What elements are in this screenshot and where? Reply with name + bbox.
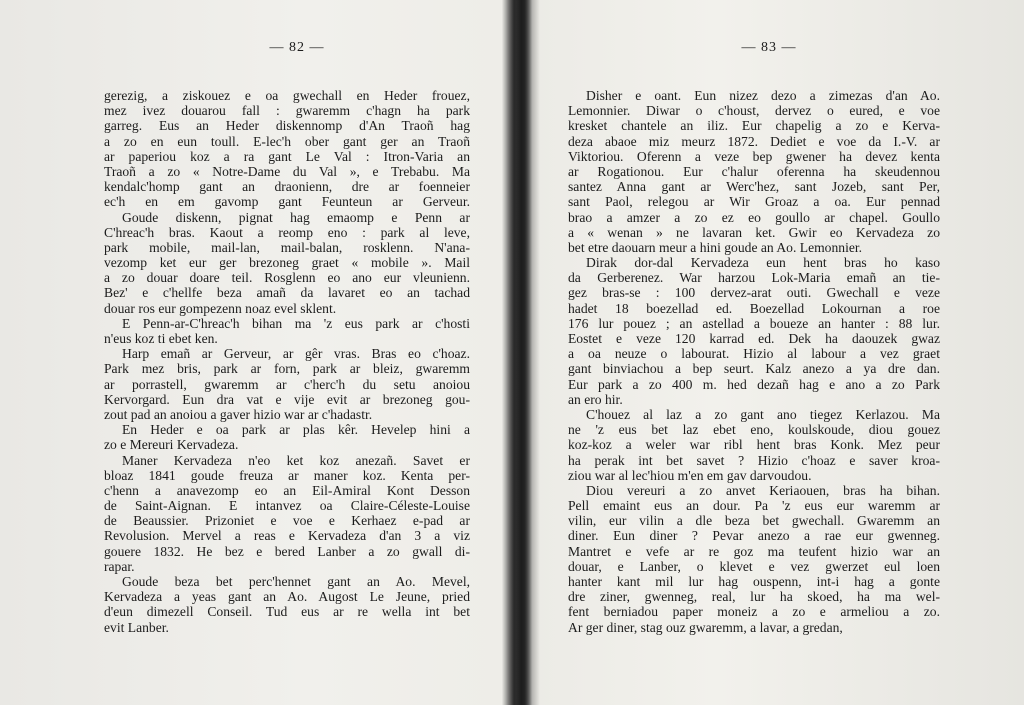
text-line: ha perak int bet savet ? Hizio c'hoaz e saver kroa- bbox=[568, 452, 940, 468]
page-number-right: — 83 — bbox=[741, 40, 797, 55]
text-line: zo e Mereuri Kervadeza. bbox=[104, 437, 239, 453]
text-line: Kervadeza a yeas gant an Ao. Augost Le Jeune, pried bbox=[104, 589, 470, 605]
text-line: mez ivez douarou fall : gwaremm c'hagn ha park bbox=[104, 103, 470, 119]
text-line: hadet 18 boezellad ed. Boezellad Lokournan a roe bbox=[568, 300, 940, 316]
text-line: gez bras-se : 100 dervez-arat outi. Gwechall e veze bbox=[568, 285, 940, 301]
text-line: kendalc'homp gant an draonienn, dre ar foenneier bbox=[104, 179, 470, 195]
text-line: a « wenan » ne lavaran ket. Gwir eo Kervadeza zo bbox=[568, 224, 940, 240]
text-line: Pell emaint eus an dour. Pa 'z eus eur waremm ar bbox=[568, 498, 940, 514]
text-line: C'hreac'h bras. Kaout a reomp eno : park al leve, bbox=[104, 224, 470, 240]
text-line: sant Paol, relegou ar Wir Groaz a oa. Eur pennad bbox=[568, 194, 940, 210]
text-line: hanter kant mil lur hag ouspenn, int-i hag a gonte bbox=[568, 574, 940, 589]
text-line: Viktoriou. Oferenn a veze bep gwener ha devez kenta bbox=[568, 148, 940, 164]
text-line: da Gerberenez. War harzou Lok-Maria emañ an tie- bbox=[568, 270, 940, 286]
text-line: fent berniadou paper moneiz a zo e armeliou a zo. bbox=[568, 604, 940, 620]
text-line: gant binviachou a bep seurt. Kalz anezo a ya dre dan. bbox=[568, 361, 940, 377]
text-line: Park mez bris, park ar forn, park ar bleiz, gwaremm bbox=[104, 361, 470, 377]
text-line: de Beaussier. Prizoniet e voe e Kerhaez e-pad ar bbox=[104, 513, 470, 529]
text-line: douar ros eur gompezenn noaz evel sklent. bbox=[104, 300, 337, 316]
text-line: rapar. bbox=[104, 558, 135, 574]
left-page-text bbox=[104, 88, 470, 635]
text-line: zout pad an anoiou a gaver hizio war ar c'hadastr. bbox=[104, 406, 373, 422]
text-line: Ar ger diner, stag ouz gwaremm, a lavar, a gredan, bbox=[568, 619, 843, 635]
text-line: ar paperiou koz a ra gant Le Val : Itron-Varia an bbox=[104, 148, 470, 164]
text-line: douar, e Lanber, o klevet e vez gwerzet eul loen bbox=[568, 558, 940, 574]
text-line: Bez' e c'hellfe beza amañ da lavaret eo an tachad bbox=[104, 285, 470, 301]
text-line: Traoñ a zo « Notre-Dame du Val », e Trebabu. Ma bbox=[104, 163, 470, 179]
text-line: Eostet e veze 120 karrad ed. Dek ha daouzek gwaz bbox=[568, 331, 940, 346]
text-line: Lemonnier. Diwar o c'houst, dervez o eured, e voe bbox=[568, 103, 940, 119]
text-line: koz-koz a weler war ribl hent bras Konk. Mez peur bbox=[568, 437, 940, 453]
text-line: dre ziner, gwenneg, real, lur ha skoed, ha ma wel- bbox=[568, 589, 940, 605]
text-line: n'eus koz ti ebet ken. bbox=[104, 331, 218, 346]
text-line: vilin, eur vilin a dle beza bet gwechall. Gwaremm an bbox=[568, 513, 940, 529]
text-line: bet etre daouarn meur a hini goude an Ao. Lemonnier. bbox=[568, 239, 863, 255]
text-line: ne 'z eus bet laz ebet eno, koulskoude, diou gouez bbox=[568, 422, 940, 438]
left-page bbox=[104, 40, 470, 680]
text-line: garreg. Eus an Heder diskennomp d'An Traoñ hag bbox=[104, 118, 470, 134]
text-line: ar Rogationou. Eur c'halur oferenna ha skeudennou bbox=[568, 163, 940, 179]
text-line: c'henn a anavezomp eo an Eil-Amiral Kont Desson bbox=[104, 482, 470, 498]
text-line: gouere 1832. He bez e bered Lanber a zo gwall di- bbox=[104, 543, 470, 559]
text-line: ziou war al lec'hiou m'en em gav darvoudou. bbox=[568, 467, 812, 483]
text-line: a oa neuze o labourat. Hizio al labour a vez graet bbox=[568, 346, 940, 362]
book-gutter bbox=[506, 0, 540, 705]
page-number-left: — 82 — bbox=[269, 40, 325, 55]
text-line: Diou vereuri a zo anvet Keriaouen, bras ha bihan. bbox=[586, 482, 940, 498]
text-line: Goude diskenn, pignat hag emaomp e Penn ar bbox=[122, 209, 470, 225]
text-line: diner. Eun diner ? Pevar anezo a rae eur gwenneg. bbox=[568, 528, 940, 544]
text-line: evit Lanber. bbox=[104, 619, 169, 635]
text-line: 176 lur pouez ; an astellad a boueze an hanter : 88 lur. bbox=[568, 315, 940, 331]
text-line: Kervorgard. Eun dra vat e vije evit ar brezoneg gou- bbox=[104, 391, 470, 407]
text-line: an ero hir. bbox=[568, 391, 623, 407]
text-line: a zo douar doare teil. Rosglenn eo ano eur vleunienn. bbox=[104, 270, 470, 286]
text-line: Goude beza bet perc'hennet gant an Ao. Mevel, bbox=[122, 574, 470, 589]
text-line: Maner Kervadeza n'eo ket koz anezañ. Savet er bbox=[122, 452, 470, 468]
text-line: En Heder e oa park ar plas kêr. Hevelep hini a bbox=[122, 422, 470, 438]
text-line: deza abaoe miz meurz 1872. Dediet e voe da I.-V. ar bbox=[568, 133, 940, 149]
text-line: E Penn-ar-C'hreac'h bihan ma 'z eus park ar c'hosti bbox=[122, 315, 470, 331]
text-line: Disher e oant. Eun nizez dezo a zimezas d'an Ao. bbox=[586, 88, 940, 103]
text-line: a zo en eun toull. E-lec'h ober gant ger an Traoñ bbox=[104, 133, 470, 149]
text-line: gerezig, a ziskouez e oa gwechall en Heder frouez, bbox=[104, 88, 470, 103]
text-line: vezomp ket eur ger brezoneg graet « mobile ». Mail bbox=[104, 255, 470, 271]
text-line: d'eun dimezell Conseil. Tud eus ar re wella int bet bbox=[104, 604, 470, 620]
text-line: park mobile, mail-lan, mail-balan, rosklenn. N'ana- bbox=[104, 239, 470, 255]
text-line: de Saint-Aignan. E intanvez oa Claire-Céleste-Louise bbox=[104, 498, 470, 514]
text-line: C'houez al laz a zo gant ano tiegez Kerlazou. Ma bbox=[586, 406, 940, 422]
text-line: kresket chantele an iliz. Eur chapelig a zo e Kerva- bbox=[568, 118, 940, 134]
text-line: Eur park a zo 400 m. hed dezañ hag e ano a zo Park bbox=[568, 376, 940, 392]
text-line: ar porrastell, gwaremm ar c'herc'h du setu anoiou bbox=[104, 376, 470, 392]
text-line: Mantret e vefe ar re goz ma teufent hizio war an bbox=[568, 543, 940, 559]
right-page bbox=[568, 40, 940, 680]
right-page-text bbox=[568, 88, 940, 635]
text-line: brao a amzer a zo ez eo goullo ar chapel. Goullo bbox=[568, 209, 940, 225]
text-line: Dirak dor-dal Kervadeza eun hent bras ho kaso bbox=[586, 255, 940, 271]
text-line: Harp emañ ar Gerveur, ar gêr vras. Bras eo c'hoaz. bbox=[122, 346, 470, 362]
text-line: ec'h en em gavomp gant Feunteun ar Gerveur. bbox=[104, 194, 470, 210]
text-line: santez Anna gant ar Werc'hez, sant Jozeb, sant Per, bbox=[568, 179, 940, 195]
text-line: bloaz 1841 goude freuza ar maner koz. Kenta per- bbox=[104, 467, 470, 483]
text-line: Revolusion. Mervel a reas e Kervadeza d'an 3 a viz bbox=[104, 528, 470, 544]
